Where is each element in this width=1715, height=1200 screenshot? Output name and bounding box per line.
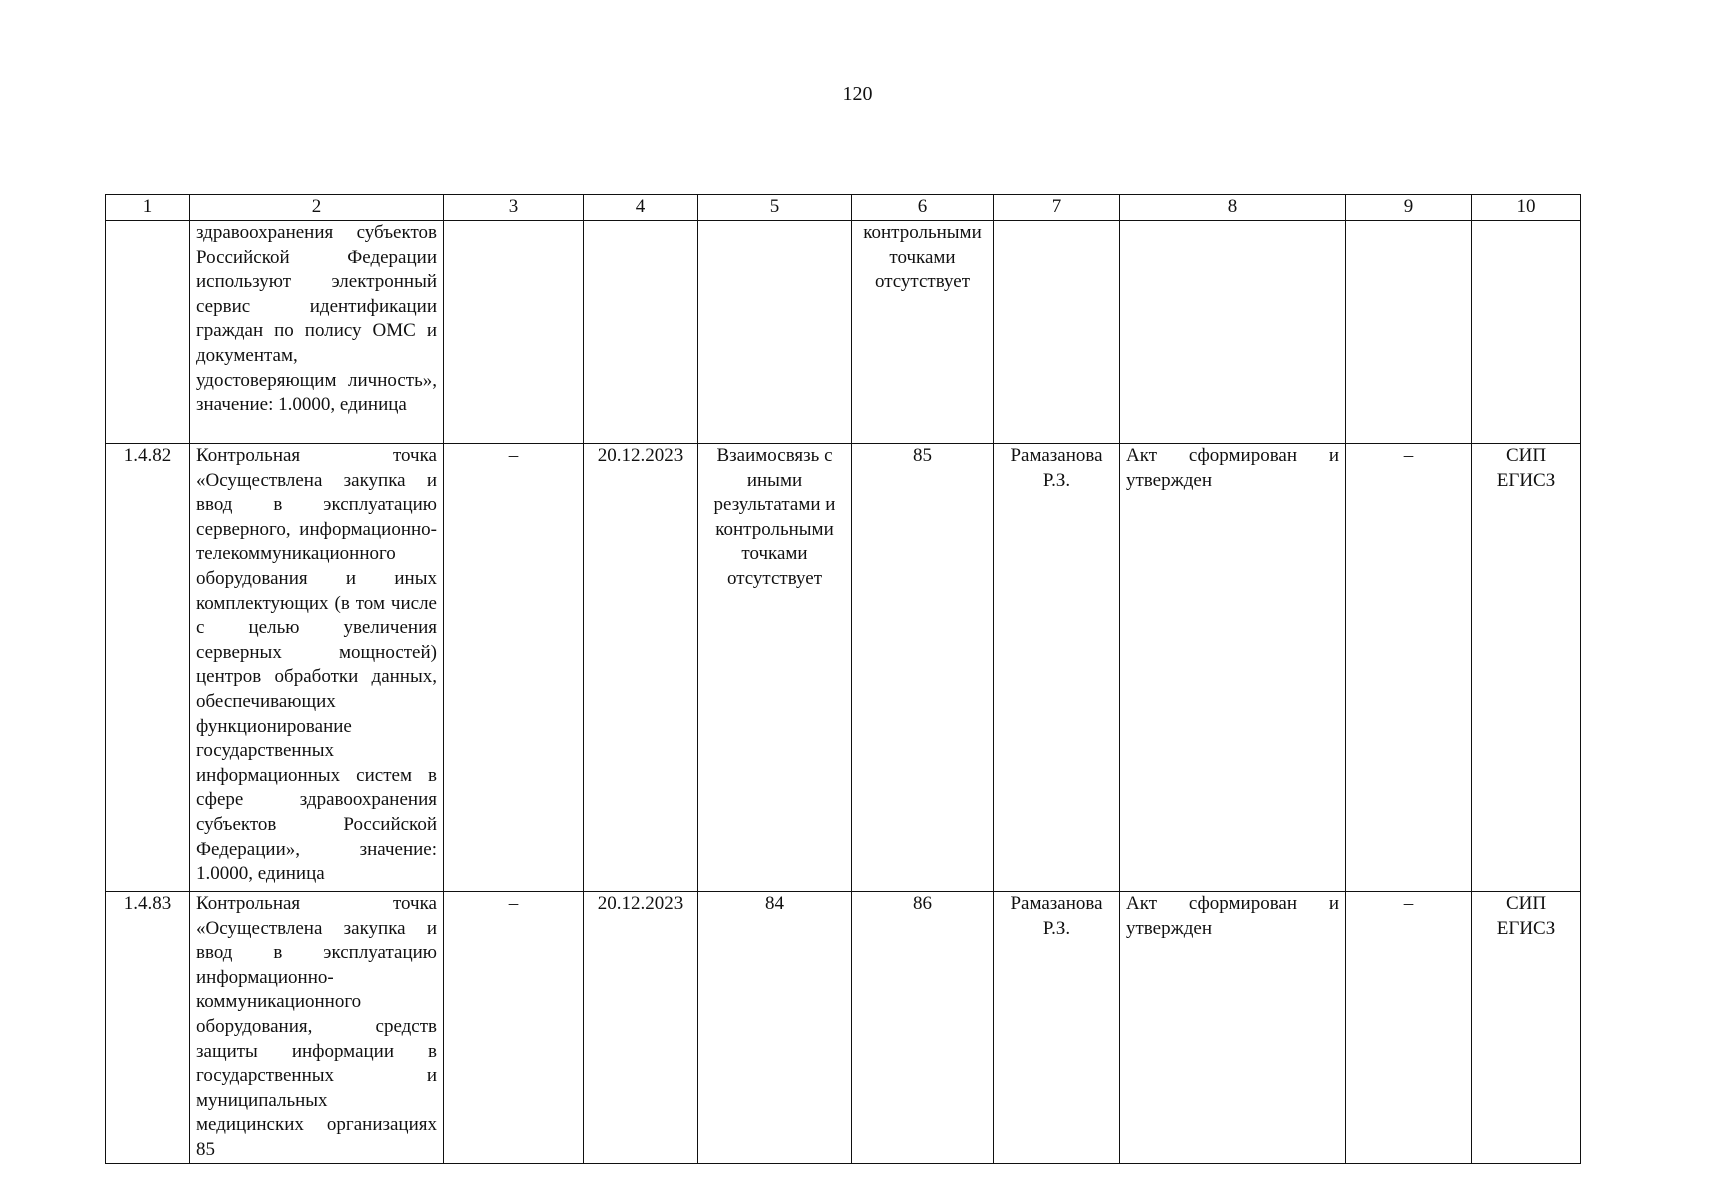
row-name: Контрольная точка «Осуществлена закупка и ввод в эксплуатацию серверного, информационно-телекоммуникационного оборудования и иных комплектующих (в том числе с целью увеличения серверных мощностей) центров обработки данных, обеспечивающих функционирование государственных информационных систем в сфере здравоохранения субъектов Российской Федерации», значение: 1.0000, единица xyxy=(190,444,444,892)
row-document: Акт сформирован и утвержден xyxy=(1120,892,1346,1164)
row-col3 xyxy=(444,221,584,444)
column-header-2: 2 xyxy=(190,195,444,221)
row-date xyxy=(584,221,698,444)
row-system: СИП ЕГИСЗ xyxy=(1472,892,1581,1164)
row-date: 20.12.2023 xyxy=(584,892,698,1164)
row-responsible xyxy=(994,221,1120,444)
page-number: 120 xyxy=(842,83,873,105)
column-header-4: 4 xyxy=(584,195,698,221)
row-responsible: Рамазанова Р.З. xyxy=(994,444,1120,892)
row-col9: – xyxy=(1346,444,1472,892)
table-row xyxy=(106,444,1581,892)
schedule-table xyxy=(105,194,1581,1164)
column-header-8: 8 xyxy=(1120,195,1346,221)
row-col3: – xyxy=(444,892,584,1164)
row-date: 20.12.2023 xyxy=(584,444,698,892)
row-responsible: Рамазанова Р.З. xyxy=(994,892,1120,1164)
column-header-7: 7 xyxy=(994,195,1120,221)
table-row xyxy=(106,221,1581,444)
row-system xyxy=(1472,221,1581,444)
row-number xyxy=(106,221,190,444)
row-system: СИП ЕГИСЗ xyxy=(1472,444,1581,892)
row-document: Акт сформирован и утвержден xyxy=(1120,444,1346,892)
row-relation xyxy=(698,221,852,444)
row-col6: контрольными точками отсутствует xyxy=(852,221,994,444)
row-col6: 85 xyxy=(852,444,994,892)
column-header-3: 3 xyxy=(444,195,584,221)
row-document xyxy=(1120,221,1346,444)
row-name: Контрольная точка «Осуществлена закупка и ввод в эксплуатацию информационно-коммуникационного оборудования, средств защиты информации в государственных и муниципальных медицинских организациях 85 xyxy=(190,892,444,1164)
column-header-10: 10 xyxy=(1472,195,1581,221)
row-number: 1.4.83 xyxy=(106,892,190,1164)
row-relation: 84 xyxy=(698,892,852,1164)
row-col6: 86 xyxy=(852,892,994,1164)
row-col3: – xyxy=(444,444,584,892)
column-header-5: 5 xyxy=(698,195,852,221)
column-header-9: 9 xyxy=(1346,195,1472,221)
column-header-1: 1 xyxy=(106,195,190,221)
row-col9: – xyxy=(1346,892,1472,1164)
row-relation: Взаимосвязь с иными результатами и контрольными точками отсутствует xyxy=(698,444,852,892)
header-row xyxy=(106,195,1581,221)
row-name: здравоохранения субъектов Российской Федерации используют электронный сервис идентификации граждан по полису ОМС и документам, удостоверяющим личность», значение: 1.0000, единица xyxy=(190,221,444,444)
row-col9 xyxy=(1346,221,1472,444)
row-number: 1.4.82 xyxy=(106,444,190,892)
table-row xyxy=(106,892,1581,1164)
column-header-6: 6 xyxy=(852,195,994,221)
